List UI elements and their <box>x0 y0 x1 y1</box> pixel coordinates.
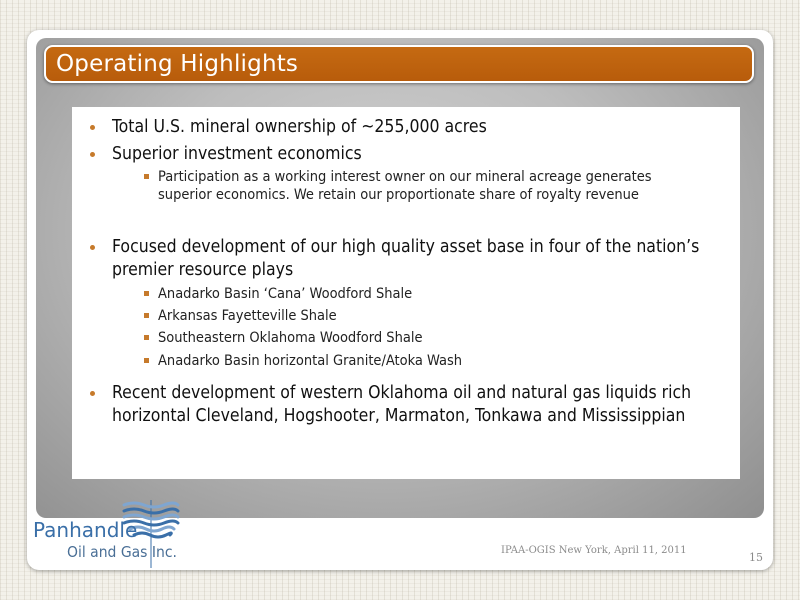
bullet-item <box>112 143 732 166</box>
bullet-item <box>112 116 732 139</box>
company-logo <box>30 498 190 570</box>
bullet-text: Superior investment economics <box>112 144 362 164</box>
logo-tagline: Oil and Gas Inc. <box>67 543 177 561</box>
sub-bullet-item <box>158 329 698 347</box>
square-bullet-icon <box>144 174 149 179</box>
sub-bullet-text: Anadarko Basin horizontal Granite/Atoka Wash <box>158 353 463 369</box>
sub-bullet-item <box>158 352 698 370</box>
bullet-text: Focused development of our high quality asset base in four of the nation’s premier resource plays <box>112 237 700 280</box>
sub-bullet-item <box>158 285 698 303</box>
bullet-text: Recent development of western Oklahoma oil and natural gas liquids rich horizontal Cleveland, Hogshooter, Marmaton, Tonkawa and Mississippian <box>112 383 692 426</box>
bullet-dot-icon <box>90 125 95 130</box>
bullet-content-box <box>72 107 740 479</box>
bullet-dot-icon <box>90 391 95 396</box>
bullet-dot-icon <box>90 152 95 157</box>
footer-event-text: IPAA-OGIS New York, April 11, 2011 <box>501 545 687 556</box>
sub-bullet-text: Anadarko Basin ‘Cana’ Woodford Shale <box>158 286 413 302</box>
bullet-item <box>112 382 732 428</box>
bullet-text: Total U.S. mineral ownership of ~255,000 acres <box>112 117 487 137</box>
page-number: 15 <box>749 551 763 564</box>
sub-bullet-text: Participation as a working interest owner on our mineral acreage generates superior economics. We retain our proportionate share of royalty revenue <box>158 169 652 203</box>
title-bar <box>44 45 754 83</box>
logo-name: Panhandle <box>33 518 138 542</box>
sub-bullet-text: Southeastern Oklahoma Woodford Shale <box>158 330 423 346</box>
sub-bullet-text: Arkansas Fayetteville Shale <box>158 308 337 324</box>
bullet-item <box>112 236 732 282</box>
sub-bullet-item <box>158 168 698 204</box>
square-bullet-icon <box>144 335 149 340</box>
square-bullet-icon <box>144 358 149 363</box>
bullet-dot-icon <box>90 245 95 250</box>
square-bullet-icon <box>144 291 149 296</box>
sub-bullet-item <box>158 307 698 325</box>
square-bullet-icon <box>144 313 149 318</box>
slide-title: Operating Highlights <box>56 51 299 77</box>
